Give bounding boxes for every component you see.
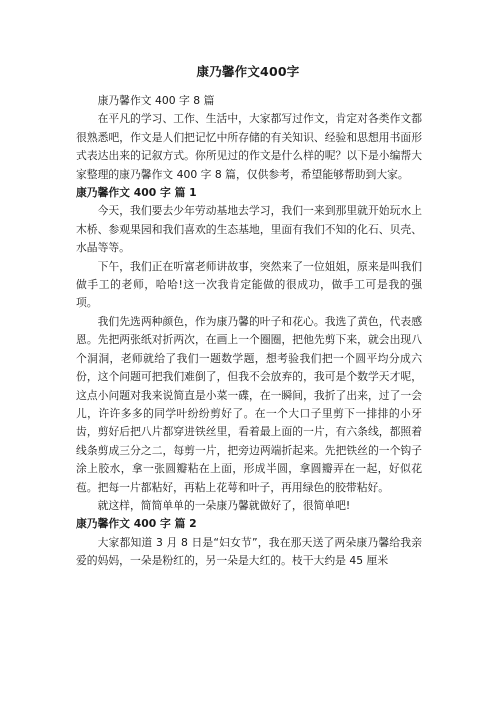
section-1-paragraph-4: 就这样，简简单单的一朵康乃馨就做好了，很简单吧! [97, 498, 351, 512]
section-1-paragraph-2: 下午，我们正在听富老师讲故事，突然来了一位姐姐，原来是叫我们做手工的老师，哈哈!这一次我肯定能做的很成功，做手工可是我的强项。 [76, 259, 422, 310]
section-1-paragraph-3: 我们先选两种颜色，作为康乃馨的叶子和花心。我选了黄色，代表感恩。先把两张纸对折两次，在画上一个圈圈，把他先剪下来，就会出现八个洞洞，老师就给了我们一题数学题，想考验我们把一个圆平均分成六份，这个问题可把我们难倒了，但我不会放弃的，我可是个数学天才呢，这点小问题对我来说简直是小菜一碟，在一瞬间，我折了出来，过了一会儿，许许多多的同学叶纷纷剪好了。在一个大口子里剪下一排排的小牙齿，剪好后把八片都穿进铁丝里，看着最上面的一片，有六条线，都照着线条剪成三分之二，每剪一片，把旁边两端折起来。先把铁丝的一个钩子涂上胶水，拿一张圆瓣粘在上面，形成半圆，拿圆瓣弄在一起，好似花苞。把每一片都粘好，再粘上花萼和叶子，再用绿色的胶带粘好。 [76, 314, 422, 494]
section-2-paragraph-1: 大家都知道 3 月 8 日是“妇女节”，我在那天送了两朵康乃馨给我亲爱的妈妈，一朵是粉红的，另一朵是大红的。枝干大约是 45 厘米 [76, 535, 422, 568]
document-body [76, 92, 422, 571]
section-heading-2: 康乃馨作文 400 字 篇 2 [76, 517, 197, 531]
section-heading-1: 康乃馨作文 400 字 篇 1 [76, 186, 197, 200]
document-title: 康乃馨作文400字 [196, 64, 300, 79]
section-1-paragraph-1: 今天，我们要去少年劳动基地去学习，我们一来到那里就开始玩水上木桥、参观果园和我们喜欢的生态基地，里面有我们不知的化石、贝壳、水晶等等。 [76, 204, 422, 255]
document-subtitle: 康乃馨作文 400 字 8 篇 [97, 94, 215, 107]
intro-paragraph: 在平凡的学习、工作、生活中，大家都写过作文，肯定对各类作文都很熟悉吧，作文是人们把记忆中所存储的有关知识、经验和思想用书面形式表达出来的记叙方式。你所见过的作文是什么样的呢？以下是小编帮大家整理的康乃馨作文 400 字 8 篇，仅供参考，希望能够帮助到大家。 [76, 112, 422, 181]
